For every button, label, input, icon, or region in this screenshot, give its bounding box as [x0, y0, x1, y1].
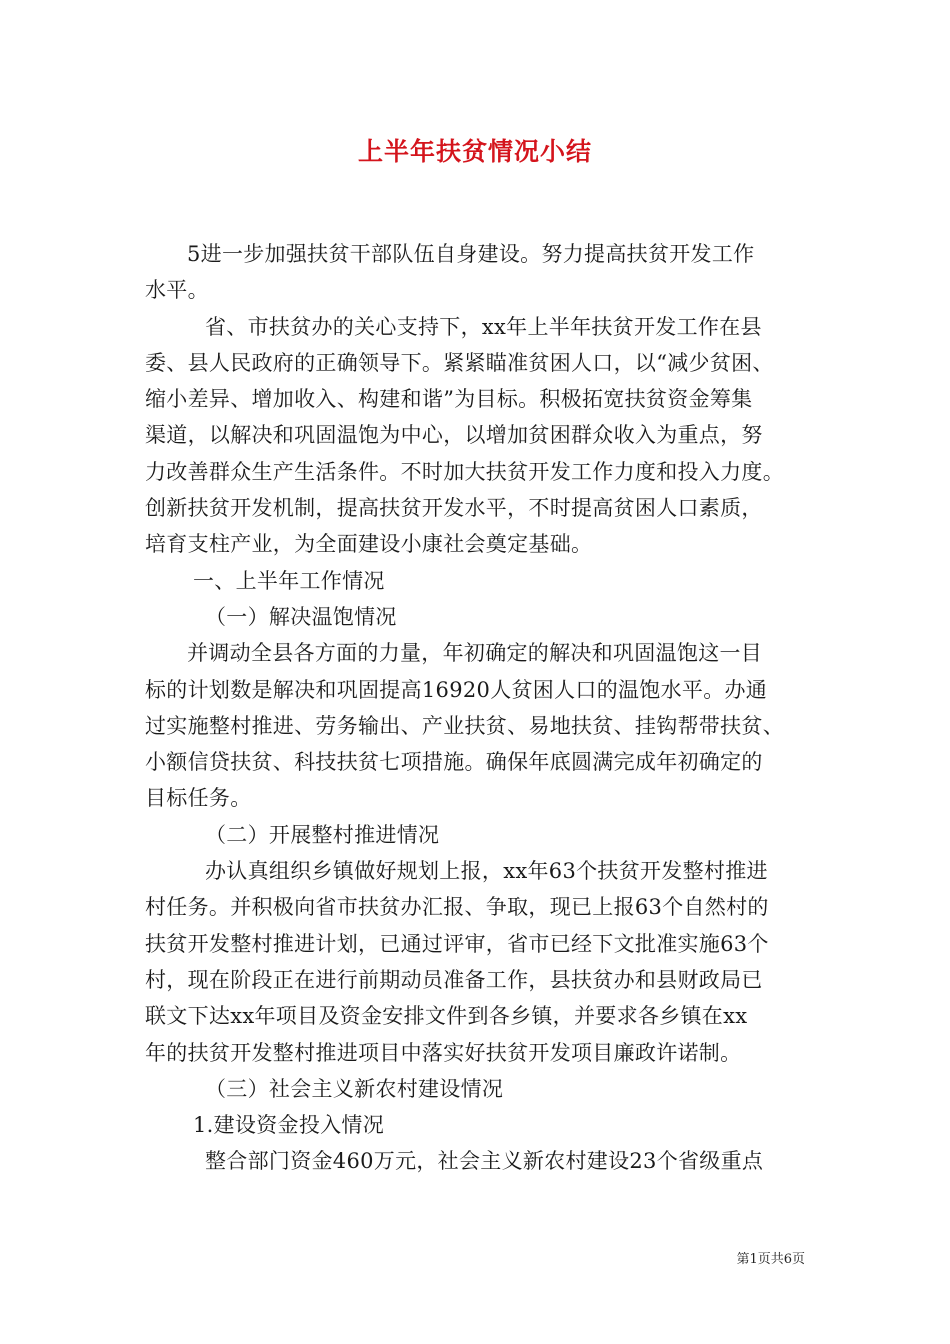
- paragraph-line: 年的扶贫开发整村推进项目中落实好扶贫开发项目廉政许诺制。: [145, 1040, 742, 1065]
- paragraph-line: 整合部门资金460万元，社会主义新农村建设23个省级重点: [205, 1149, 764, 1174]
- paragraph-line: 村任务。并积极向省市扶贫办汇报、争取，现已上报63个自然村的: [145, 895, 769, 920]
- paragraph-line: 省、市扶贫办的关心支持下，xx年上半年扶贫开发工作在县: [205, 314, 762, 339]
- paragraph-line: 缩小差异、增加收入、构建和谐”为目标。积极拓宽扶贫资金筹集: [145, 387, 753, 412]
- subsection-heading: 1.建设资金投入情况: [193, 1113, 385, 1138]
- paragraph-line: 并调动全县各方面的力量，年初确定的解决和巩固温饱这一目: [187, 641, 763, 666]
- document-title: 上半年扶贫情况小结: [357, 137, 592, 166]
- paragraph-line: 村，现在阶段正在进行前期动员准备工作，县扶贫办和县财政局已: [145, 967, 763, 992]
- section-heading: 一、上半年工作情况: [193, 568, 385, 593]
- paragraph-line: 培育支柱产业，为全面建设小康社会奠定基础。: [145, 532, 593, 557]
- paragraph-line: 办认真组织乡镇做好规划上报，xx年63个扶贫开发整村推进: [205, 859, 768, 884]
- paragraph-line: 联文下达xx年项目及资金安排文件到各乡镇，并要求各乡镇在xx: [145, 1004, 748, 1029]
- paragraph-line: 5进一步加强扶贫干部队伍自身建设。努力提高扶贫开发工作: [187, 242, 755, 266]
- subsection-heading: （一）解决温饱情况: [205, 604, 397, 629]
- paragraph-line: 委、县人民政府的正确领导下。紧紧瞄准贫困人口，以“减少贫困、: [145, 350, 774, 375]
- paragraph-line: 过实施整村推进、劳务输出、产业扶贫、易地扶贫、挂钩帮带扶贫、: [145, 713, 784, 738]
- paragraph-line: 水平。: [145, 278, 209, 303]
- subsection-heading: （二）开展整村推进情况: [205, 822, 440, 847]
- paragraph-line: 扶贫开发整村推进计划，已通过评审，省市已经下文批准实施63个: [145, 931, 769, 956]
- paragraph-line: 小额信贷扶贫、科技扶贫七项措施。确保年底圆满完成年初确定的: [145, 750, 763, 775]
- paragraph-line: 目标任务。: [145, 786, 252, 811]
- paragraph-line: 创新扶贫开发机制，提高扶贫开发水平，不时提高贫困人口素质，: [145, 496, 763, 521]
- page-number-footer: 第1页共6页: [736, 1252, 805, 1267]
- document-body: [145, 236, 817, 1180]
- paragraph-line: 标的计划数是解决和巩固提高16920人贫困人口的温饱水平。办通: [145, 677, 768, 702]
- paragraph-line: 渠道，以解决和巩固温饱为中心，以增加贫困群众收入为重点，努: [145, 423, 763, 448]
- subsection-heading: （三）社会主义新农村建设情况: [205, 1076, 504, 1101]
- paragraph-line: 力改善群众生产生活条件。不时加大扶贫开发工作力度和投入力度。: [145, 459, 784, 484]
